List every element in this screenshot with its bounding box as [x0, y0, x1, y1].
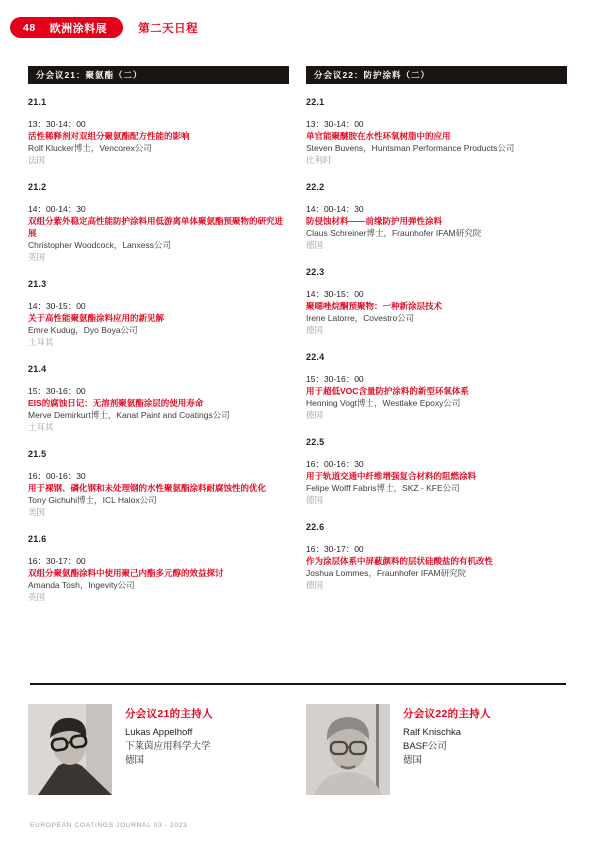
session-title: 双组分聚氨酯涂料中使用聚己内酯多元醇的效益探讨 — [28, 568, 224, 578]
journal-footer: EUROPEAN COATINGS JOURNAL 03 - 2023 — [30, 822, 188, 829]
session-22-header-bar: 分会议22：防护涂料（二） — [306, 66, 567, 84]
session-time: 15：30-16：00 — [28, 386, 86, 396]
chair-card-21 — [28, 704, 289, 795]
session-country: 德国 — [306, 240, 324, 250]
session-time: 14：00-14：30 — [306, 204, 364, 214]
session-title: 聚噁唑烷酮预聚物：一种新涂层技术 — [306, 301, 443, 311]
session-speaker: Henning Vogt博士，Westlake Epoxy公司 — [306, 398, 461, 408]
chair-21-heading: 分会议21的主持人 — [125, 708, 213, 720]
session-time: 16：30-17：00 — [28, 556, 86, 566]
column-session-22 — [306, 66, 567, 619]
section-divider — [30, 683, 566, 685]
session-21-header-bar: 分会议21：聚氨酯（二） — [28, 66, 289, 84]
session-country: 比利时 — [306, 155, 332, 165]
chair-21-info — [125, 704, 213, 795]
chair-21-affiliation: 下莱茵应用科学大学 — [125, 741, 211, 752]
session-title: 双组分紫外稳定高性能防护涂料用低游离单体聚氨酯预聚物的研究进展 — [28, 216, 284, 238]
session-item — [28, 182, 289, 263]
chair-22-info — [403, 704, 491, 795]
session-speaker: Tony Gichuhi博士，ICL Halox公司 — [28, 495, 157, 505]
session-id: 21.3 — [28, 279, 47, 289]
session-speaker: Irene Latorre，Covestro公司 — [306, 313, 415, 323]
session-item — [28, 449, 289, 518]
session-22-list — [306, 97, 567, 591]
session-id: 22.5 — [306, 437, 325, 447]
session-title: 防侵蚀材料——前缘防护用弹性涂料 — [306, 216, 443, 226]
chair-22-affiliation: BASF公司 — [403, 741, 447, 752]
day-title: 第二天日程 — [138, 22, 199, 35]
chair-22-name: Ralf Knischka — [403, 727, 462, 738]
chair-22-country: 德国 — [403, 755, 423, 766]
session-country: 英国 — [28, 592, 46, 602]
session-country: 美国 — [28, 507, 46, 517]
session-title: 活性稀释剂对双组分聚氨酯配方性能的影响 — [28, 131, 190, 141]
session-title: 用于轨道交通中纤维增强复合材料的阻燃涂料 — [306, 471, 477, 481]
session-time: 15：30-16：00 — [306, 374, 364, 384]
session-item — [306, 182, 567, 251]
session-country: 英国 — [28, 252, 46, 262]
session-title: EIS的腐蚀日记：无溶剂聚氨酯涂层的使用寿命 — [28, 398, 204, 408]
session-item — [28, 97, 289, 166]
session-speaker: Emre Kudug，Dyo Boya公司 — [28, 325, 138, 335]
session-speaker: Merve Demirkurt博士，Kanat Paint and Coatings公司 — [28, 410, 230, 420]
session-id: 21.5 — [28, 449, 47, 459]
chair-22-heading: 分会议22的主持人 — [403, 708, 491, 720]
session-speaker: Steven Buvens，Huntsman Performance Products公司 — [306, 143, 515, 153]
session-title: 作为涂层体系中屏蔽颜料的层状硅酸盐的有机改性 — [306, 556, 494, 566]
chair-card-22 — [306, 704, 567, 795]
session-country: 土耳其 — [28, 422, 54, 432]
session-time: 14：00-14：30 — [28, 204, 86, 214]
session-speaker: Amanda Tosh，Ingevity公司 — [28, 580, 135, 590]
brand-badge — [10, 17, 123, 38]
chairs-row — [28, 704, 567, 795]
session-time: 14：30-15：00 — [306, 289, 364, 299]
chair-21-country: 德国 — [125, 755, 145, 766]
session-21-list — [28, 97, 289, 603]
session-title: 关于高性能聚氨酯涂料应用的新见解 — [28, 313, 165, 323]
session-country: 德国 — [306, 495, 324, 505]
chair-21-name: Lukas Appelhoff — [125, 727, 193, 738]
session-item — [306, 352, 567, 421]
session-title: 用于超低VOC含量防护涂料的新型环氧体系 — [306, 386, 469, 396]
program-columns — [28, 66, 567, 619]
session-item — [306, 437, 567, 506]
session-id: 22.6 — [306, 522, 325, 532]
session-country: 德国 — [306, 325, 324, 335]
session-country: 德国 — [306, 580, 324, 590]
session-item — [306, 267, 567, 336]
session-speaker: Joshua Lommes，Fraunhofer IFAM研究院 — [306, 568, 467, 578]
session-title: 用于裸钢、磷化钢和未处理钢的水性聚氨酯涂料耐腐蚀性的优化 — [28, 483, 267, 493]
brand-title: 欧洲涂料展 — [49, 22, 108, 35]
session-title: 单官能聚醚胺在水性环氧树脂中的应用 — [306, 131, 451, 141]
session-item — [28, 279, 289, 348]
session-id: 21.1 — [28, 97, 47, 107]
session-item — [306, 97, 567, 166]
session-item — [28, 534, 289, 603]
session-id: 21.6 — [28, 534, 47, 544]
page-number: 48 — [23, 21, 36, 34]
session-id: 21.2 — [28, 182, 47, 192]
session-time: 16：00-16：30 — [28, 471, 86, 481]
chair-22-portrait-photo — [306, 704, 390, 795]
session-speaker: Rolf Klucker博士，Vencorex公司 — [28, 143, 152, 153]
session-item — [28, 364, 289, 433]
session-speaker: Christopher Woodcock，Lanxess公司 — [28, 240, 171, 250]
session-speaker: Claus Schreiner博士，Fraunhofer IFAM研究院 — [306, 228, 482, 238]
session-id: 22.4 — [306, 352, 325, 362]
session-time: 16：00-16：30 — [306, 459, 364, 469]
column-session-21 — [28, 66, 289, 619]
session-time: 13：30-14：00 — [28, 119, 86, 129]
session-time: 13：30-14：00 — [306, 119, 364, 129]
page-header — [10, 17, 198, 38]
session-id: 22.2 — [306, 182, 325, 192]
session-time: 16：30-17：00 — [306, 544, 364, 554]
session-speaker: Felipe Wolff Fabris博士，SKZ - KFE公司 — [306, 483, 460, 493]
session-country: 法国 — [28, 155, 46, 165]
session-country: 德国 — [306, 410, 324, 420]
session-time: 14：30-15：00 — [28, 301, 86, 311]
chair-21-portrait-photo — [28, 704, 112, 795]
session-id: 21.4 — [28, 364, 47, 374]
session-id: 22.1 — [306, 97, 325, 107]
session-country: 土耳其 — [28, 337, 54, 347]
session-id: 22.3 — [306, 267, 325, 277]
session-item — [306, 522, 567, 591]
